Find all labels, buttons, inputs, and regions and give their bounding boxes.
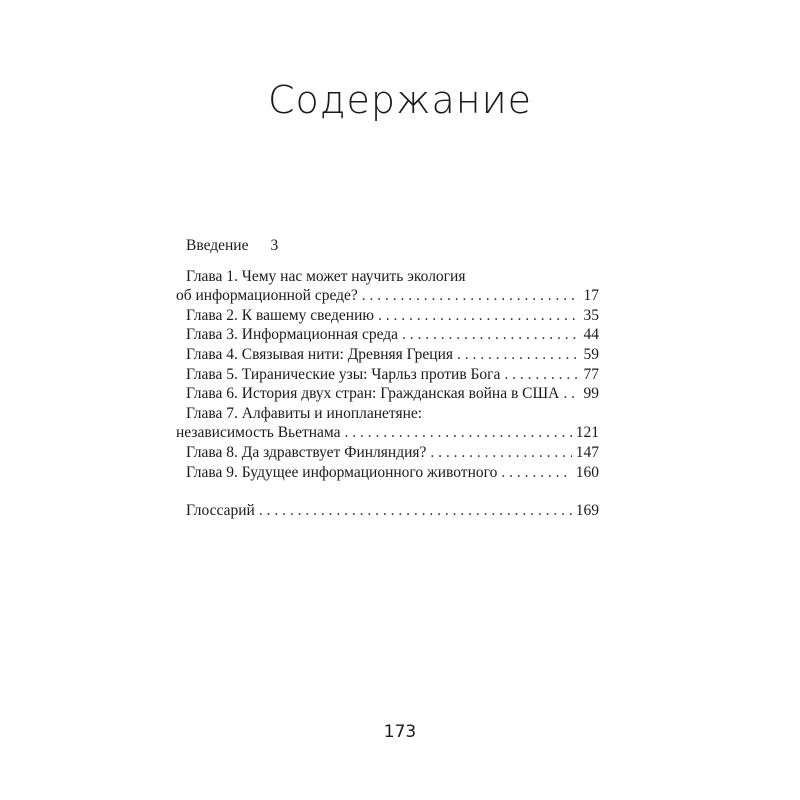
dot-leader <box>504 365 579 385</box>
dot-leader <box>362 286 580 306</box>
toc-entry-page: 147 <box>575 443 599 461</box>
toc-entry-glossary <box>176 501 599 521</box>
toc-entry-chapter-4 <box>176 345 599 365</box>
toc-entry-chapter-1-line-1 <box>176 267 599 287</box>
toc-entry-chapter-6 <box>176 384 599 404</box>
toc-entry-chapter-7-line-1 <box>176 404 599 424</box>
page-number: 173 <box>383 722 417 742</box>
toc-entry-page: 77 <box>583 365 599 383</box>
dot-leader <box>501 463 571 483</box>
toc-entry-label: об информационной среде? <box>176 287 358 305</box>
dot-leader <box>402 325 579 345</box>
toc-entry-label: независимость Вьетнама <box>176 424 341 442</box>
toc-entry-page: 169 <box>575 502 599 520</box>
dot-leader <box>259 501 572 521</box>
toc-entry-chapter-5 <box>176 365 599 385</box>
toc-entry-label: Глоссарий <box>186 502 255 520</box>
toc-entry-intro <box>176 236 599 256</box>
toc-entry-chapter-3 <box>176 325 599 345</box>
toc-entry-page: 35 <box>583 306 599 324</box>
toc-entry-page: 59 <box>583 345 599 363</box>
toc-entry-chapter-7 <box>176 423 599 443</box>
dot-leader <box>563 384 579 404</box>
dot-leader <box>345 423 572 443</box>
toc-entry-label: Глава 6. История двух стран: Гражданская война в США <box>186 385 560 403</box>
dot-leader <box>378 306 580 326</box>
toc-entry-label: Глава 9. Будущее информационного животного <box>186 463 498 481</box>
toc-entry-label: Глава 2. К вашему сведению <box>186 306 374 324</box>
toc-entry-label: Глава 1. Чему нас может научить экология <box>186 267 466 285</box>
toc-entry-chapter-2 <box>176 306 599 326</box>
toc-entry-label: Глава 3. Информационная среда <box>186 326 399 344</box>
toc-entry-page: 121 <box>575 424 599 442</box>
toc-entry-label: Глава 8. Да здравствует Финляндия? <box>186 443 427 461</box>
toc-entry-chapter-1 <box>176 286 599 306</box>
dot-leader <box>457 345 579 365</box>
toc-entry-page: 3 <box>270 237 279 254</box>
toc-entry-chapter-8 <box>176 443 599 463</box>
toc-entry-label: Глава 5. Тиранические узы: Чарльз против Бога <box>186 365 501 383</box>
toc-entry-label: Введение <box>186 237 249 254</box>
table-of-contents <box>176 236 599 521</box>
dot-leader <box>430 443 571 463</box>
toc-entry-page: 160 <box>575 463 599 481</box>
toc-entry-page: 99 <box>583 385 599 403</box>
page-title: Содержание <box>267 78 533 122</box>
toc-entry-label: Глава 7. Алфавиты и инопланетяне: <box>186 404 423 422</box>
toc-entry-label: Глава 4. Связывая нити: Древняя Греция <box>186 345 454 363</box>
toc-entry-chapter-9 <box>176 463 599 483</box>
toc-entry-page: 17 <box>583 287 599 305</box>
toc-entry-page: 44 <box>583 326 599 344</box>
